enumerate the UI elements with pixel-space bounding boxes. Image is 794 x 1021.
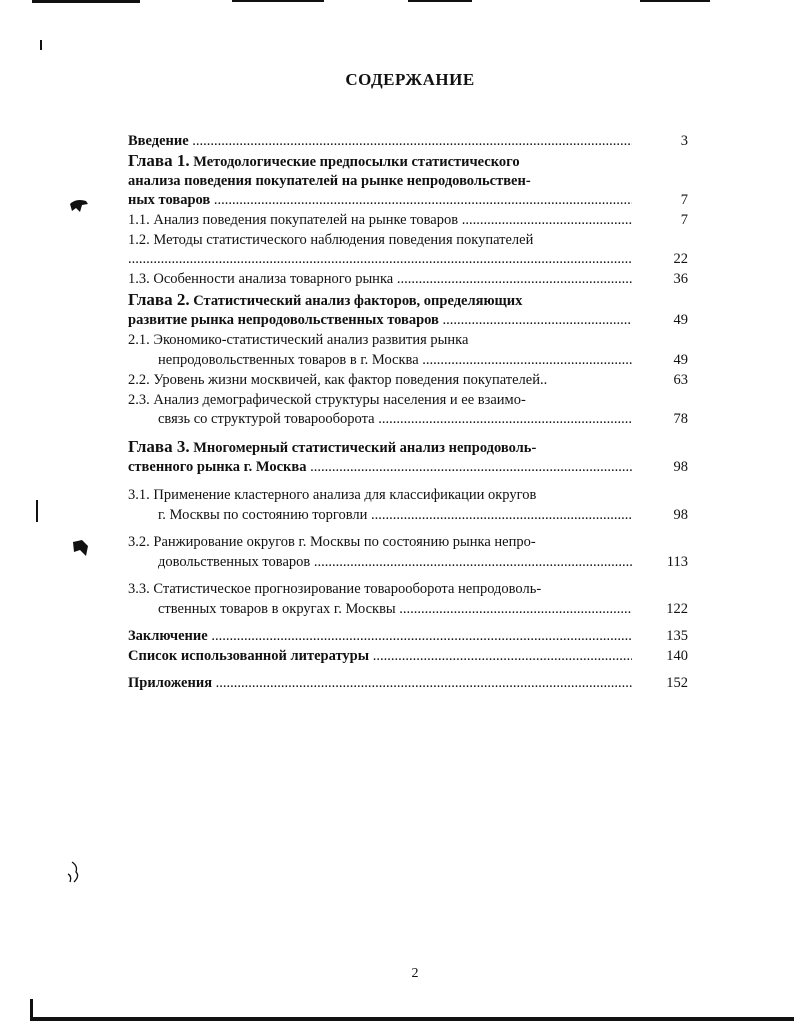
toc-section-3-1-title: 3.1. Применение кластерного анализа для классификации округов [128,487,537,503]
toc-section-3-3: ственных товаров в округах г. Москвы ..... 122 [158,599,688,619]
toc-section-1-1: 1.1. Анализ поведения покупателей на рынке товаров ..... 7 [128,210,688,230]
toc-entry-conclusion: Заключение ..... 135 [128,626,688,646]
page-title: СОДЕРЖАНИЕ [345,70,475,89]
toc-section-2-3-title: 2.3. Анализ демографической структуры населения и ее взаимо- [128,392,526,408]
toc-entry-introduction: Введение ..... 3 [128,131,688,151]
page-number: 2 [411,966,419,981]
toc-section-2-1: непродовольственных товаров в г. Москва ..... 49 [158,350,688,370]
toc-chapter-1-title: Глава 1. Методологические предпосылки статистического [128,151,520,170]
toc-section-2-2: 2.2. Уровень жизни москвичей, как фактор поведения покупателей.. 63 [128,372,688,388]
toc-entry-appendices: Приложения ..... 152 [128,673,688,693]
toc-section-3-3-title: 3.3. Статистическое прогнозирование товарооборота непродоволь- [128,581,542,597]
toc-section-3-2: довольственных товаров ..... 113 [158,552,688,572]
toc-chapter-2: развитие рынка непродовольственных товаров ..... 49 [128,310,688,330]
toc-section-2-3: связь со структурой товарооборота ..... 78 [158,409,688,429]
toc-chapter-2-title: Глава 2. Статистический анализ факторов, определяющих [128,290,523,309]
toc-chapter-3-title: Глава 3. Многомерный статистический анализ непродоволь- [128,437,537,456]
toc-section-3-1: г. Москвы по состоянию торговли ..... 98 [158,505,688,525]
toc-section-2-1-title: 2.1. Экономико-статистический анализ развития рынка [128,332,469,348]
toc-section-3-2-title: 3.2. Ранжирование округов г. Москвы по состоянию рынка непро- [128,534,536,550]
toc-section-1-2: ..... 22 [128,249,688,269]
toc-section-1-2-title: 1.2. Методы статистического наблюдения поведения покупателей [128,232,534,248]
toc-section-1-3: 1.3. Особенности анализа товарного рынка ..... 36 [128,269,688,289]
toc-chapter-1-title-cont: анализа поведения покупателей на рынке непродовольствен- [128,173,531,189]
toc-entry-references: Список использованной литературы ..... 140 [128,646,688,666]
toc-chapter-3: ственного рынка г. Москва ..... 98 [128,457,688,477]
toc-chapter-1: ных товаров ..... 7 [128,190,688,210]
